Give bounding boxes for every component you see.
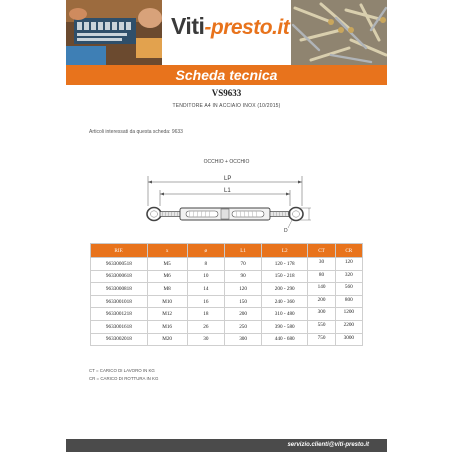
cell-rif: 9633000618 (91, 270, 148, 283)
cell-l2: 390 - 580 (262, 320, 308, 333)
col-header-cr: CR (335, 244, 362, 258)
articles-line: Articoli interessati da questa scheda: 9633 (89, 129, 183, 135)
cell-rif: 9633000518 (91, 258, 148, 271)
title-bar (66, 65, 387, 85)
cell-cr: 320 (335, 270, 362, 283)
cell-rif: 9633001618 (91, 320, 148, 333)
brand-name: Viti (171, 13, 205, 39)
cell-diameter: 14 (187, 283, 225, 296)
cell-l2: 120 - 178 (262, 258, 308, 271)
cell-thread: M6 (147, 270, 187, 283)
cell-ct: 80 (308, 270, 335, 283)
page-title: Scheda tecnica (175, 67, 278, 83)
cell-diameter: 30 (187, 333, 225, 346)
cell-thread: M5 (147, 258, 187, 271)
col-header-ct: CT (308, 244, 335, 258)
cell-thread: M16 (147, 320, 187, 333)
cell-l1: 250 (225, 320, 262, 333)
specs-table (90, 243, 363, 346)
cell-cr: 560 (335, 283, 362, 296)
brand-domain: -presto.it (204, 16, 290, 39)
brand-logo (171, 13, 289, 53)
col-header-diameter: ø (187, 244, 225, 258)
cell-diameter: 16 (187, 295, 225, 308)
cell-cr: 1200 (335, 308, 362, 321)
cell-diameter: 18 (187, 308, 225, 321)
cell-ct: 140 (308, 283, 335, 296)
cell-thread: M10 (147, 295, 187, 308)
cell-diameter: 8 (187, 258, 225, 271)
datasheet-page (66, 0, 387, 452)
cell-l1: 200 (225, 308, 262, 321)
cell-cr: 120 (335, 258, 362, 271)
cell-l2: 200 - 290 (262, 283, 308, 296)
cell-diameter: 10 (187, 270, 225, 283)
cell-cr: 3000 (335, 333, 362, 346)
table-row (91, 308, 363, 321)
cell-l1: 120 (225, 283, 262, 296)
table-row (91, 295, 363, 308)
cell-l1: 90 (225, 270, 262, 283)
cell-l1: 150 (225, 295, 262, 308)
legend-cr: CR = CARICO DI ROTTURA IN KG (89, 376, 159, 381)
dimension-d-label: D (284, 228, 288, 234)
cell-thread: M20 (147, 333, 187, 346)
cell-ct: 30 (308, 258, 335, 271)
product-description: TENDITORE A4 IN ACCIAIO INOX (10/2015) (172, 103, 281, 109)
cell-l1: 70 (225, 258, 262, 271)
turnbuckle-drawing (116, 168, 336, 238)
cell-rif: 9633002018 (91, 333, 148, 346)
cell-rif: 9633000818 (91, 283, 148, 296)
cell-ct: 550 (308, 320, 335, 333)
cell-cr: 2200 (335, 320, 362, 333)
header-banner (66, 0, 387, 65)
dimension-lp-label: LP (224, 176, 232, 182)
col-header-rif: RIF. (91, 244, 148, 258)
table-row (91, 270, 363, 283)
col-header-thread: x (147, 244, 187, 258)
col-header-l2: L2 (262, 244, 308, 258)
footer-bar (66, 439, 387, 452)
cell-l1: 300 (225, 333, 262, 346)
cell-diameter: 26 (187, 320, 225, 333)
cell-ct: 200 (308, 295, 335, 308)
cell-cr: 800 (335, 295, 362, 308)
cell-rif: 9633001018 (91, 295, 148, 308)
cell-ct: 300 (308, 308, 335, 321)
cell-thread: M8 (147, 283, 187, 296)
cell-l2: 150 - 218 (262, 270, 308, 283)
table-row (91, 320, 363, 333)
cell-thread: M12 (147, 308, 187, 321)
drawing-caption: OCCHIO + OCCHIO (203, 159, 250, 165)
cell-l2: 240 - 360 (262, 295, 308, 308)
workshop-tools-photo (66, 0, 162, 65)
table-header-row (91, 244, 363, 258)
table-row (91, 283, 363, 296)
cell-rif: 9633001218 (91, 308, 148, 321)
table-row (91, 258, 363, 271)
product-code: VS9633 (211, 88, 242, 98)
footer-email-link[interactable]: servizio.clienti@viti-presto.it (287, 442, 369, 448)
table-row (91, 333, 363, 346)
screws-pile-photo (291, 0, 387, 65)
dimension-l1-label: L1 (224, 188, 231, 194)
cell-l2: 440 - 680 (262, 333, 308, 346)
legend-ct: CT = CARICO DI LAVORO IN KG (89, 368, 155, 373)
cell-ct: 750 (308, 333, 335, 346)
col-header-l1: L1 (225, 244, 262, 258)
cell-l2: 310 - 480 (262, 308, 308, 321)
